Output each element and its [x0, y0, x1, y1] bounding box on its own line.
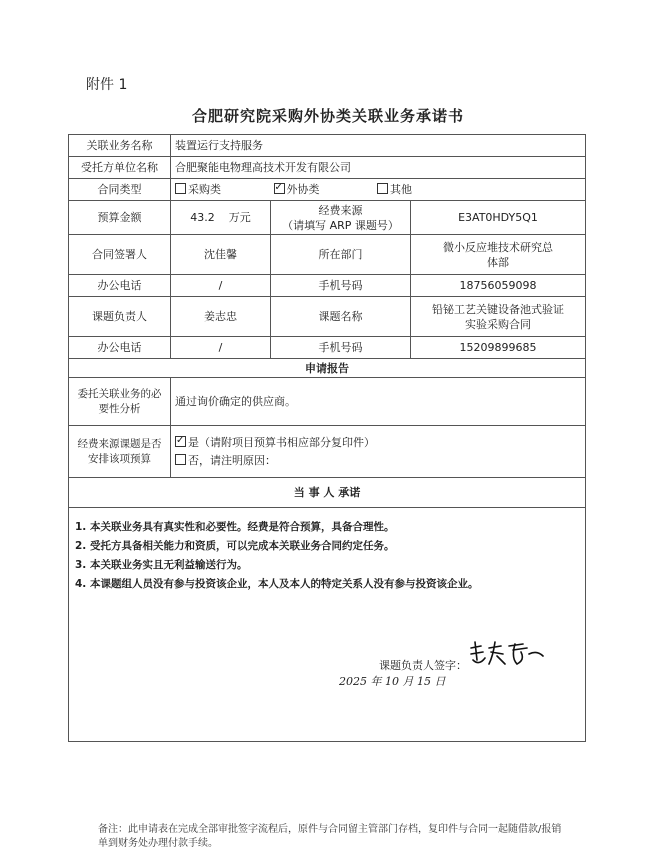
- checked-checkbox-icon: [175, 436, 186, 447]
- necessity-value: 通过询价确定的供应商。: [171, 378, 586, 426]
- pledge-content: [69, 508, 586, 742]
- checkbox-icon: [175, 454, 186, 465]
- contract-type-label: 合同类型: [69, 179, 171, 201]
- document-title: 合肥研究院采购外协类关联业务承诺书: [191, 107, 464, 125]
- fund-no-option[interactable]: 否，请注明原因：: [175, 453, 581, 468]
- pledge-item: 2. 受托方具备相关能力和资质，可以完成本关联业务合同约定任务。: [75, 540, 395, 552]
- contract-type-outsourcing[interactable]: ✓ 外协类: [274, 182, 374, 197]
- office-phone-label: 办公电话: [69, 275, 171, 297]
- department-label: 所在部门: [271, 235, 411, 275]
- attachment-label: 附件 1: [86, 77, 128, 93]
- fund-yes-option[interactable]: ✓是（请附项目预算书相应部分复印件）: [175, 435, 581, 450]
- pledge-item: 1. 本关联业务具有真实性和必要性。经费是符合预算，具备合理性。: [75, 521, 395, 533]
- pledge-form-table: [68, 134, 586, 742]
- pledge-item: 3. 本关联业务实且无利益输送行为。: [75, 559, 248, 571]
- handwritten-signature: [467, 638, 547, 670]
- entrusted-unit-value: 合肥聚能电物理高技术开发有限公司: [171, 157, 586, 179]
- signer-label: 合同签署人: [69, 235, 171, 275]
- mobile-label: 手机号码: [271, 275, 411, 297]
- budget-label: 预算金额: [69, 201, 171, 235]
- signature-label: 课题负责人签字：: [379, 659, 467, 672]
- checkbox-icon: [377, 183, 388, 194]
- project-name-value: 铅铋工艺关键设备池式验证实验采购合同: [411, 297, 586, 337]
- fund-question-label: 经费来源课题是否安排该项预算: [69, 426, 171, 478]
- footnote: 备注：此申请表在完成全部审批签字流程后，原件与合同留主管部门存档，复印件与合同一起随借款/报销单到财务处办理付款手续。: [98, 824, 562, 849]
- project-leader-value: 姜志忠: [171, 297, 271, 337]
- business-name-label: 关联业务名称: [69, 135, 171, 157]
- necessity-label: 委托关联业务的必要性分析: [69, 378, 171, 426]
- pledge-item: 4. 本课题组人员没有参与投资该企业，本人及本人的特定关系人没有参与投资该企业。: [75, 578, 479, 590]
- business-name-value: 装置运行支持服务: [171, 135, 586, 157]
- pledge-list: [75, 518, 478, 594]
- signer-value: 沈佳馨: [171, 235, 271, 275]
- checked-checkbox-icon: [274, 183, 285, 194]
- fund-source-label: 经费来源: [318, 203, 363, 217]
- office-phone2-label: 办公电话: [69, 337, 171, 359]
- contract-type-purchase[interactable]: 采购类: [175, 182, 270, 197]
- pledge-section-title: 当 事 人 承诺: [69, 478, 586, 508]
- project-leader-label: 课题负责人: [69, 297, 171, 337]
- budget-value: 43.2: [190, 211, 215, 224]
- mobile-value: 18756059098: [411, 275, 586, 297]
- application-section-title: 申请报告: [69, 359, 586, 378]
- checkbox-icon: [175, 183, 186, 194]
- fund-source-sublabel: （请填写 ARP 课题号）: [282, 218, 399, 232]
- contract-type-options: [171, 179, 586, 201]
- office-phone2-value: /: [171, 337, 271, 359]
- fund-source-value: E3AT0HDY5Q1: [411, 201, 586, 235]
- contract-type-other[interactable]: 其他: [377, 182, 412, 197]
- budget-amount: [171, 201, 271, 235]
- mobile2-label: 手机号码: [271, 337, 411, 359]
- mobile2-value: 15209899685: [411, 337, 586, 359]
- fund-source-label-cell: [271, 201, 411, 235]
- project-name-label: 课题名称: [271, 297, 411, 337]
- department-value: 微小反应堆技术研究总体部: [411, 235, 586, 275]
- office-phone-value: /: [171, 275, 271, 297]
- entrusted-unit-label: 受托方单位名称: [69, 157, 171, 179]
- signature-date: 2025 年 10 月 15 日: [339, 675, 446, 688]
- fund-question-options: [171, 426, 586, 478]
- budget-unit: 万元: [228, 211, 251, 224]
